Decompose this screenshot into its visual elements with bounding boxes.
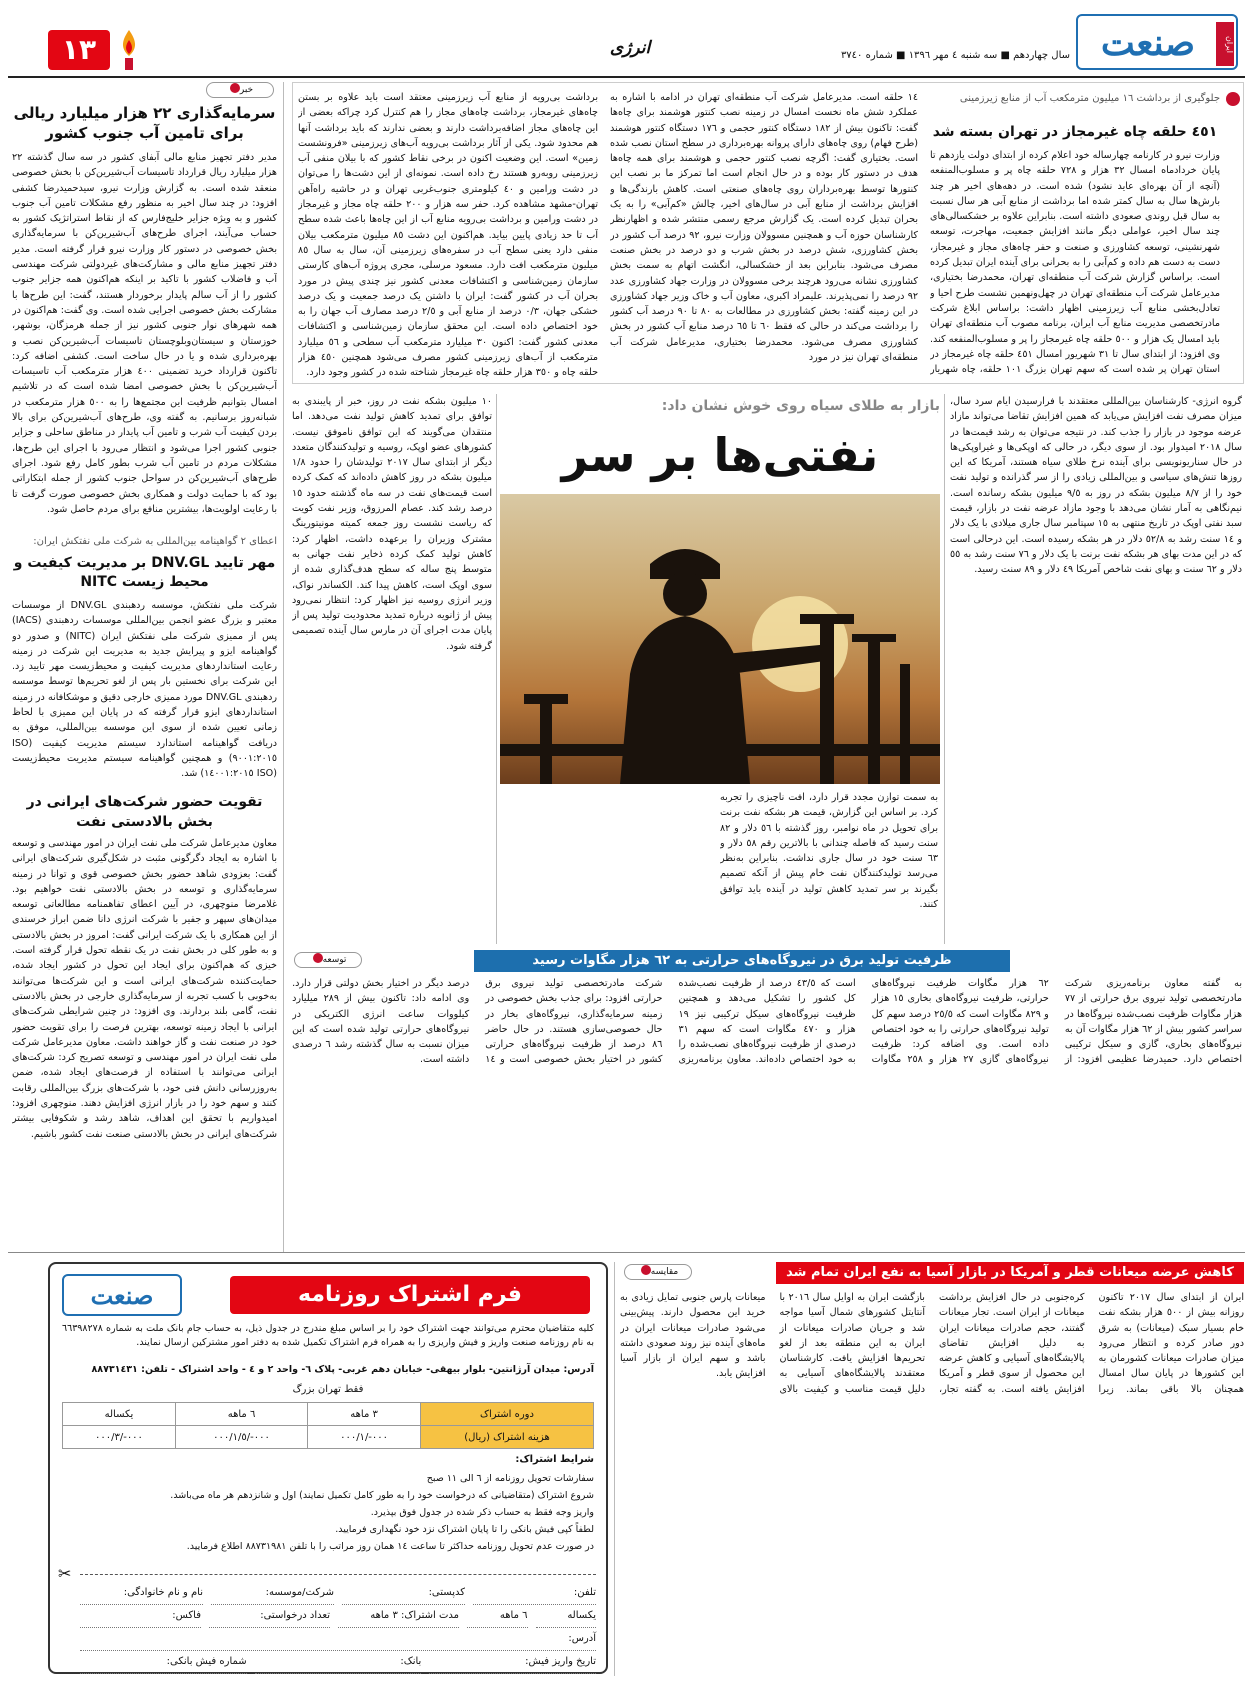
subscription-title-bar [230,1276,590,1314]
address-field[interactable]: آدرس: [80,1628,596,1651]
story-oil-kicker: بازار به طلای سیاه روی خوش نشان داد: [661,398,940,414]
subscription-intro: کلیه متقاضیان محترم می‌توانند جهت اشتراک خود را بر اساس مبلغ مندرج در جدول ذیل، به حساب جام بانک ملت به شماره ٦٦٣٩٨٢٧٨ به نام روزنامه صنعت واریز و فیش واریزی را به همراه فرم اشتراک تکمیل شده به دفتر امور مشترکین ارسال نمایند. [62,1323,594,1348]
subscription-conditions-title: شرایط اشتراک: [515,1454,594,1465]
subscription-table: دوره اشتراک ٣ ماهه ٦ ماهه یکساله هزینه اشتراک (ریال) ٠٠٠-/٠٠٠/١ ٠٠٠-/٠٠٠/١/٥ ٠٠٠-/٠٠٠/٣ [62,1402,594,1449]
bank-field[interactable]: بانک: [255,1651,422,1674]
story-capacity-body: به گفته معاون برنامه‌ریزی شرکت مادرتخصصی تولید نیروی برق حرارتی از ٧٧ هزار مگاوات ظرفیت نصب‌شده نیروگاه‌ها در سراسر کشور بیش از ٦٢ هزار مگاوات آن به نیروگاه‌های بخاری، گازی و سیکل ترکیبی اختصاص دارد. حمیدرضا عظیمی افزود: از ٦٢ هزار مگاوات ظرفیت نیروگاه‌های حرارتی، ظرفیت نیروگاه‌های بخاری ١٥ هزار و ٨٢٩ مگاوات است که ٢٥/٥ درصد سهم کل تولید نیروگاه‌های حرارتی را به خود اختصاص داده است. وی اضافه کرد: ظرفیت نیروگاه‌های گازی ٢٧ هزار و ٢٥٨ مگاوات است که ٤٣/٥ درصد از ظرفیت نصب‌شده کل کشور را تشکیل می‌دهد و همچنین ظرفیت نیروگاه‌های سیکل ترکیبی نیز ١٩ هزار و ٤٧٠ مگاوات است که سهم ٣١ درصدی از ظرفیت نیروگاه‌های نصب‌شده را به خود اختصاص داده‌اند. معاون برنامه‌ریزی شرکت مادرتخصصی تولید نیروی برق حرارتی افزود: برای جذب بخش خصوصی در زمینه سرمایه‌گذاری، نیروگاه‌های بخار در حال خصوصی‌سازی هستند. در حال حاضر ٨٦ درصد از ظرفیت نیروگاه‌های حرارتی کشور در اختیار بخش خصوصی است و ١٤ درصد دیگر در اختیار بخش دولتی قرار دارد. وی ادامه داد: تاکنون بیش از ٢٨٩ میلیارد کیلووات ساعت انرژی الکتریکی در نیروگاه‌های حرارتی تولید شده است که این میزان نسبت به سال گذشته رشد ٦ درصدی داشته است. [292,978,1242,1066]
subscription-table-header: فقط تهران بزرگ [292,1384,364,1395]
subscription-logo: صنعت [62,1274,182,1316]
story-pipeline-body: مدیر دفتر تجهیز منابع مالی آبفای کشور در سه سال گذشته ٢٢ هزار میلیارد ریال قرارداد تاسیسات آب‌شیرین‌کن با بخش خصوصی منعقد شده است. به گزارش وزارت نیرو، سیدحمیدرضا کشفی افزود: در چند سال اخیر به منظور رفع مشکلات تامین آب جنوب کشور و به ویژه جزایر خلیج‌فارس که از نقاط استراتژیک کشور به حساب می‌آیند، اجرای طرح‌های آب‌شیرین‌کن با سرمایه‌گذاری بخش خصوصی در دستور کار وزارت نیرو قرار گرفته است. مدیر دفتر تجهیز منابع مالی و مشارکت‌های غیردولتی شرکت مهندسی آب و فاضلاب کشور با تاکید بر اینکه هم‌اکنون همه جزایر جنوب کشور را از آب سالم پایدار برخوردار هستند، گفت: این طرح‌ها با مشارکت بخش خصوصی اجرایی شده است. وی گفت: هم‌اکنون در همه شهرهای نوار جنوبی کشور نیز از جمله هرمزگان، بوشهر، خوزستان و سیستان‌وبلوچستان تاسیسات آب‌شیرین‌کن نصب و بهره‌برداری شده و یا در حال ساخت است. کشفی اضافه کرد: تاکنون قرارداد خرید تضمینی ٤٠٠ هزار مترمکعب آب تاسیسات آب‌شیرین‌کن با بخش خصوصی امضا شده است که در تلاشیم امسال بتوانیم ظرفیت این مجتمع‌ها را به ٥٠٠ هزار مترمکعب در شبانه‌روز برسانیم. به گفته وی، طرح‌های آب‌شیرین‌کن برای بالا بردن کیفیت آب شرب و تامین آب پایدار در مناطق ساحلی و جزایر جنوبی کشور اجرا می‌شود و انتظار می‌رود با اجرای این طرح‌ها، مشکلات مردم در تامین آب شرب بطور کامل رفع شود. اجرای طرح‌های آب‌شیرین‌کن در سواحل جنوب کشور از جمله ابتکاراتی بود که با حمایت دولت و همکاری بخش خصوصی صورت گرفت تا با رعایت اولویت‌ها، بیشترین منافع برای مردم حاصل شود. [12,152,277,515]
flame-icon [116,28,142,72]
section-title: انرژی [609,38,651,58]
period-1y-checkbox[interactable]: یکساله [536,1605,597,1628]
story-tehran-body-left: برداشت بی‌رویه از منابع آب زیرزمینی معتقد است باید علاوه بر بستن چاه‌های غیرمجاز، برداشت چاه‌های مجاز را هم کنترل کرد چراکه بعضی از این چاه‌های مجاز اضافه‌برداشت دارند و بعضی ندارند که باید برداشت آنها هم محدود شود. یکی از آثار برداشت بی‌رویه آب‌های زیرزمینی «فرونشست زمین» است. این وضعیت اکنون در برخی نقاط کشور که با بیلان منفی آب زیرزمینی روبه‌رو هستند رخ داده است. نمونه‌ای از این دشت‌ها را می‌توان در دشت ورامین و ٤٠ کیلومتری جنوب‌غربی تهران و در حاشیه راه‌آهن تهران-مشهد مشاهده کرد. حفر سه هزار و ٢٠٠ حلقه چاه مجاز و غیرمجاز در دشت ورامین و برداشت بی‌رویه منابع آب از این چاه‌ها باعث شده سطح آب تا حد زیادی پایین بیاید. هم‌اکنون این دشت ٨٥ میلیون مترمکعب بیلان منفی دارد یعنی سطح آب در سفره‌های زیرزمینی آن، سال به سال ٨٥ میلیون مترمکعب افت دارد. مسعود مرسلی، مجری پروژه آب‌های کارستی سازمان زمین‌شناسی و اکتشافات معدنی کشور نیز چندی پیش در مورد بحران آب در کشور گفت: ایران با داشتن یک درصد جمعیت و یک درصد خشکی جهان، ٠/٣ درصد از منابع آبی و ٢/٥ درصد مصارف آب جهان را به خود اختصاص داده است. این محقق سازمان زمین‌شناسی و اکتشافات معدنی کشور گفت: اکنون ٣٠ میلیارد مترمکعب آب سطحی و ٥٦ میلیارد مترمکعب از آب‌های زیرزمینی کشور مصرف می‌شود همچنین ٤٥٠ هزار حلقه چاه و ٣٥٠ هزار حلقه چاه غیرمجاز شناخته شده در کشور وجود دارد. [298,92,598,378]
issue-line: سال چهاردهم ■ سه شنبه ٤ مهر ١٣٩٦ ■ شماره ٣٧٤٠ [840,50,1070,61]
story-capacity-title: ظرفیت تولید برق در نیروگاه‌های حرارتی به ٦٢ هزار مگاوات رسید [474,950,1010,972]
story-oil-body-right: گروه انرژی- کارشناسان بین‌المللی معتقدند با فرارسیدن ایام سرد سال، میزان مصرف نفت افزایش می‌یابد که همین افزایش تقاضا می‌تواند مازاد عرضه موجود در بازار را جذب کند. در نتیجه می‌توان به رشد قیمت‌ها در سال ٢٠١٨ امیدوار بود. از سوی دیگر، در حالی که اوپکی‌ها و غیراوپکی‌ها در حال سناریونویسی برای آینده نرخ طلای سیاه هستند، آمریکا که این روزها تنش‌های سیاسی و بین‌المللی زیادی را از سر گذرانده و تولید نفت خود را از ٨/٧ میلیون بشکه در روز به ٩/٥ میلیون بشکه رسانده است. نیم‌نگاهی به آمار نشان می‌دهد با وجود مازاد عرضه نفت در بازار، قیمت سبد نفتی اوپک در تاریخ منتهی به ١٥ سپتامبر سال جاری میلادی با یک دلار و ١٤ سنت رشد به ٥٢/٨ دلار در هر بشکه رسیده است. این درحالی است که در این مدت بهای هر بشکه نفت برنت با یک دلار و ٧٦ سنت رشد به ٥٥ دلار و ٦٢ سنت و بهای نفت شاخص آمریکا ٤٩ دلار و ٨٩ سنت رسید. [950,396,1242,576]
story-pipeline-title: سرمایه‌گذاری ٢٢ هزار میلیارد ریالی برای تامین آب جنوب کشور [13,104,276,142]
story-oil-body-left: ١٠ میلیون بشکه نفت در روز، خبر از پایبندی به توافق برای تمدید کاهش تولید نفت می‌دهد. اما منتقدان می‌گویند که این توافق ناموفق نیست. کشورهای عضو اوپک، روسیه و تولیدکنندگان متعدد دیگر از ابتدای سال ٢٠١٧ تولیدشان را حدود ١/٨ میلیون بشکه در روز کاهش داده‌اند که کمک کرده است قیمت‌های نفت در سه ماه گذشته حدود ١٥ درصد رشد کند. عصام المرزوق، وزیر نفت کویت که ریاست نشست روز جمعه کمیته مونیتورینگ مشترک وزیران را برعهده داشت، اظهار کرد: کاهش تولید کمک کرده ذخایر نفت جهانی به متوسط پنج ساله که سطح هدف‌گذاری شده از سوی اوپک است، کاهش پیدا کند. الکساندر نواک، وزیر انرژی روسیه نیز اظهار کرد: انتظار نمی‌رود پیش از ژانویه درباره تمدید محدودیت تولید پس از پایان مدت اجرای آن در مارس سال آینده تصمیمی گرفته شود. [292,396,492,652]
story-tehran-kicker: جلوگیری از برداشت ١٦ میلیون مترمکعب آب از منابع زیرزمینی [959,93,1220,104]
scissors-icon: ✂ [58,1564,72,1583]
story-gas-body: ایران از ابتدای سال ٢٠١٧ تاکنون روزانه بیش از ٥٠٠ هزار بشکه نفت خام بسیار سبک (میعانات) به شرق دور صادر کرده و انتظار می‌رود میزان صادرات میعانات کشورمان به این کشورها در پایان سال امسال همچنان بالا باقی بماند. زیرا کره‌جنوبی در حال افزایش برداشت میعانات از ایران است. تجار میعانات گفتند، حجم صادرات میعانات ایران به دلیل افزایش تقاضای پالایشگاه‌های آسیایی و کاهش عرضه این محصول از سوی قطر و آمریکا افزایش یافته است. به گفته تجار، بازگشت ایران به اوایل سال ٢٠١٦ با آنتایتل کشورهای شمال آسیا مواجه شد و جریان صادرات میعانات از ایران به این منطقه بعد از لغو تحریم‌ها افزایش یافت. کارشناسان معتقدند پالایشگاه‌های آسیایی به دلیل قیمت مناسب و کیفیت بالای میعانات پارس جنوبی تمایل زیادی به خرید این محصول دارند. پیش‌بینی می‌شود صادرات میعانات ایران در ماه‌های آینده نیز روند صعودی داشته باشد و سهم ایران از بازار آسیا افزایش یابد. [620,1292,1244,1395]
logo-sub: ایران [1216,22,1234,66]
subscription-form [48,1262,608,1674]
quantity-field[interactable]: تعداد درخواستی: [209,1605,330,1628]
deposit-date-field[interactable]: تاریخ واریز فیش: [429,1651,596,1674]
story-nitc-kicker: اعطای ٢ گواهینامه بین‌المللی به شرکت ملی نفتکش ایران: [33,536,277,547]
story-tehran-title: ٤٥١ حلقه چاه غیرمجاز در تهران بسته شد [932,124,1218,140]
subscriber-fields[interactable] [80,1582,596,1668]
period-6m-checkbox[interactable]: ٦ ماهه [467,1605,528,1628]
postal-code-field[interactable]: کدپستی: [342,1582,465,1605]
name-field[interactable]: نام و نام خانوادگی: [80,1582,203,1605]
story-tehran-body-right: وزارت نیرو در کارنامه چهارساله خود اعلام کرده از ابتدای دولت یازدهم تا پایان خردادماه امسال ٣٢ هزار و ٧٢٨ حلقه چاه پر و مسلوب‌المنفعه (آنچه از آن بهره‌ای عاید نشود) شده است. در دهه‌های اخیر هر چند بارش‌ها سال به سال کمتر شده اما برداشت از منابع آبی هر سال نسبت به سال قبل روندی صعودی داشته است. بنابراین علاوه بر خشکسالی‌های چند سال اخیر، عواملی دیگر مانند افزایش جمعیت، مهاجرت، توسعه شهرنشینی، توسعه کشاورزی و صنعت و حفر چاه‌های مجاز و غیرمجاز، دست به دست هم داده و کم‌آبی را به بحرانی برای آینده ایران تبدیل کرده است. براساس گزارش شرکت آب منطقه‌ای تهران، محمدرضا بختیاری، مدیرعامل شرکت آب منطقه‌ای تهران در چهل‌ونهمین نشست طرح احیا و تعادل‌بخشی منابع آب زیرزمینی اظهار داشت: براساس ابلاغ شرکت مادرتخصصی مدیریت منابع آب ایران، برنامه مصوب آب منطقه‌ای تهران باید امسال یک هزار و ٥٠٠ حلقه چاه غیرمجاز را پر و مسلوب‌المنفعه کند. وی افزود: از ابتدای سال تا ٣١ شهریور امسال ٤٥١ حلقه چاه غیرمجاز در استان تهران پر شده است که سهم تهران بزرگ ١٠١ حلقه، چاه شهریار [930,150,1220,376]
story-oil-title: نفتی‌ها بر سر [561,428,879,482]
news-tag: خبر [206,82,274,98]
masthead [0,0,1253,78]
story-nitc-body: شرکت ملی نفتکش، موسسه ردهبندی DNV.GL از موسسات معتبر و بزرگ عضو انجمن بین‌المللی موسسات ردهبندی (IACS) پس از ممیزی شرکت ملی نفتکش ایران (NITC) و صدور دو گواهینامه ایزو و پیرایش جدید به مدیریت این شرکت در زمینه رعایت استانداردهای مدیریت کیفیت و محیط‌زیست مهر تایید زد. این شرکت برای نخستین بار پس از لغو تحریم‌ها توسط موسسه ردهبندی DNV.GL مورد ممیزی خارجی دقیق و موشکافانه در زمینه استانداردهای ایزو قرار گرفته که در پایان این ممیزی با لحاظ زمانی تعیین شده از سوی این موسسه بین‌المللی، موفق به دریافت گواهینامه استاندارد سیستم مدیریت کیفیت (ISO ٩٠٠١:٢٠١٥) و همچنین گواهینامه سیستم مدیریت محیط‌زیست (ISO ١٤٠٠١:٢٠١٥) شد. [12,600,277,780]
story-oil-body-mid: به سمت توازن مجدد قرار دارد، افت ناچیزی را تجربه کرد. بر اساس این گزارش، قیمت هر بشکه نفت برنت برای تحویل در ماه نوامبر، روز گذشته با ٥٦ دلار و ٨٢ سنت رسید که فاصله چندانی با بالاترین رقم ٥٨ دلار و ٦٣ سنت خود در سال جاری نداشت. بنابراین به‌نظر می‌رسد تولیدکنندگان نفت خام پیش از آنکه تصمیم بگیرند بر سر تمدید کاهش تولید در آینده باید توافق کنند. [720,792,938,911]
news-icon [1226,92,1240,106]
fax-field[interactable]: فاکس: [80,1605,201,1628]
logo-text: صنعت [1100,22,1196,64]
story-tehran-body-mid: ١٤ حلقه است. مدیرعامل شرکت آب منطقه‌ای تهران در ادامه با اشاره به عملکرد شش ماه نخست امسال در زمینه نصب کنتور هوشمند برای چاه‌ها گفت: تاکنون بیش از ١٨٢ دستگاه کنتور حجمی و ١٧٦ دستگاه کنتور هوشمند (طرح فهام) روی چاه‌های دارای پروانه بهره‌برداری در سطح استان نصب شده است. بختیاری گفت: اگرچه نصب کنتور حجمی و هوشمند برای همه چاه‌ها هدف در دستور کار بوده و در حال انجام است اما تمرکز ما بر نصب این کنتورها توسط بهره‌برداران روی چاه‌های صنعتی است. کاهش بارندگی‌ها و افزایش برداشت از منابع آبی در سال‌های اخیر، چالش «کم‌آبی» را به یک بحران تبدیل کرده است. یک گزارش مرجع رسمی منتشر شده و اظهارنظر کارشناسان حوزه آب و همچنین مسوولان وزارت نیرو، ٩٢ درصد آب کشور در بخش کشاورزی، شش درصد در بخش شرب و دو درصد در بخش صنعت مصرف می‌شود. بنابراین بعد از خشکسالی، انگشت اتهام به سمت بخش کشاورزی نشانه می‌رود هرچند برخی مسوولان در وزارت جهاد کشاورزی عدد ٩٢ درصد را نمی‌پذیرند. علیمراد اکبری، معاون آب و خاک وزیر جهاد کشاورزی در این زمینه گفته: بخش کشاورزی در مطالعات به ٨٠ تا ٩٠ درصد آب کشور را برداشت می‌کند در حالی که فقط ٦٠ تا ٦٥ درصد منابع آب کشور در بخش کشاورزی مصرف می‌شود. محمدرضا بختیاری، مدیرعامل شرکت آب منطقه‌ای تهران نیز در مورد [610,92,918,364]
masthead-logo [1076,14,1238,70]
subscription-conditions: سفارشات تحویل روزنامه از ٦ الی ١١ صبح شروع اشتراک (متقاضیانی که درخواست خود را به طور کامل تکمیل نمایند) اول و شانزدهم هر ماه می‌باشد. واریز وجه فقط به حساب ذکر شده در جدول فوق بپذیرد. لطفاً کپی فیش بانکی را تا پایان اشتراک نزد خود نگهداری فرمایید. در صورت عدم تحویل روزنامه حداکثر تا ساعت ١٤ همان روز مراتب را با تلفن ٨٨٧٣١٩٨١ اطلاع فرمایید. [170,1473,594,1552]
period-3m-checkbox[interactable]: مدت اشتراک: ٣ ماهه [338,1605,459,1628]
receipt-number-field[interactable]: شماره فیش بانکی: [80,1651,247,1674]
subscription-address: آدرس: میدان آرژانتین- بلوار بیهقی- خیابان دهم غربی- پلاک ٦- واحد ٢ و ٤ - واحد اشتراک - تلفن: ٨٨٧٣١٤٣١ [91,1364,594,1375]
compare-tag: مقایسه [624,1264,692,1280]
phone-field[interactable]: تلفن: [473,1582,596,1605]
page-number-box [48,30,110,70]
story-gas-title: کاهش عرضه میعانات قطر و آمریکا در بازار آسیا به نفع ایران تمام شد [776,1262,1244,1284]
subscription-title: فرم اشتراک روزنامه [298,1282,522,1307]
page-number: ١٣ [61,33,97,66]
company-field[interactable]: شرکت/موسسه: [211,1582,334,1605]
oil-worker-photo [500,494,940,784]
story-nitc-title: مهر تایید DNV.GL بر مدیریت کیفیت و محیط زیست NITC [13,555,276,590]
development-tag: توسعه [294,952,362,968]
story-upstream-title: تقویت حضور شرکت‌های ایرانی در بخش بالادستی نفت [26,794,263,830]
story-upstream-body: معاون مدیرعامل شرکت ملی نفت ایران در امور مهندسی و توسعه با اشاره به ایجاد دگرگونی مثبت در شکل‌گیری شرکت‌های ایرانی گفت: بعزودی شاهد حضور بخش خصوصی قوی و توانا در زمینه سرمایه‌گذاری و توسعه در بخش بالادستی نفت خواهیم بود. غلامرضا منوچهری، در آیین اعطای تفاهمنامه مطالعاتی توسعه میدان‌های سپهر و جفیر با شرکت انرژی دانا ضمن ابراز خرسندی از این همکاری با یک شرکت ایرانی گفت: امروز در بخش بالادستی و به طور کلی در بخش نفت در یک نقطه تحول قرار گرفته است. خیزی که هم‌اکنون برای ایجاد این تحول در کشور ایجاد شده، حمایت‌کننده شرکت‌های ایرانی است و این شرکت‌ها می‌توانند به‌خوبی با کسب تجربه از سرمایه‌گذاری خارجی در بخش بالادستی نفت، گامی بلند بردارند. وی افزود: در چنین شرایطی شرکت‌های ایرانی با ایجاد زمینه توسعه، بهترین فرصت را برای تقویت حضور خود در صنعت نفت و گاز خواهند داشت. معاون مدیرعامل شرکت ملی نفت ایران در امور مهندسی و توسعه تصریح کرد: شرکت‌های ایرانی می‌توانند با استفاده از فرصت‌های ایجاد شده، ضمن به‌روزرسانی دانش فنی خود، با شرکت‌های بزرگ بین‌المللی رقابت کنند و سهم خود را در بازار انرژی افزایش دهند. منوچهری افزود: امیدواریم با تحقق این اهداف، شاهد رشد و شکوفایی بیشتر شرکت‌های ایرانی در بخش بالادستی صنعت نفت کشور باشیم. [12,838,277,1140]
